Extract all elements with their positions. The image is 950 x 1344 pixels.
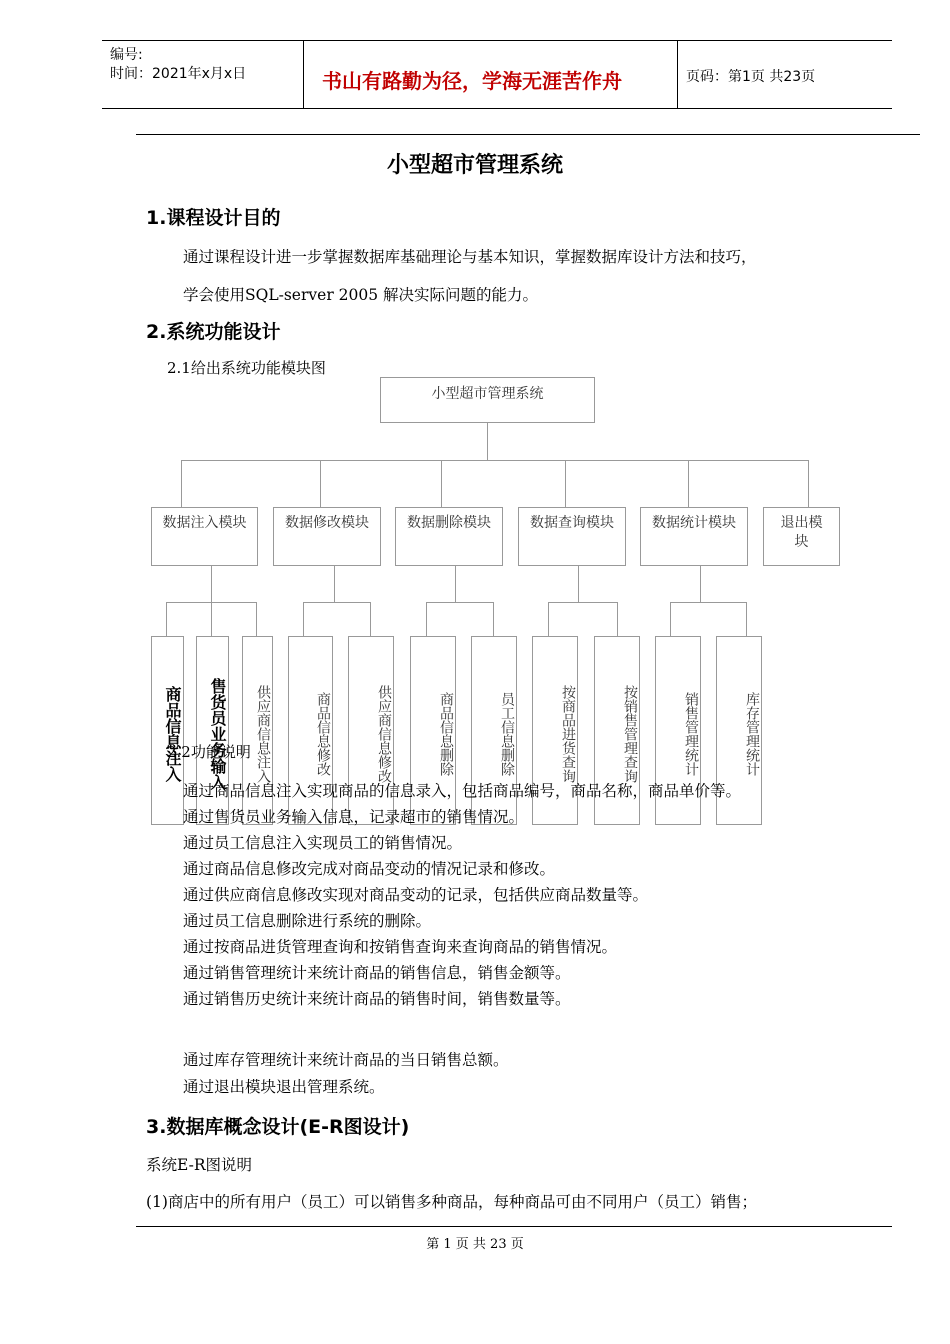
connector [578, 566, 579, 602]
connector [700, 566, 701, 602]
connector [670, 602, 747, 603]
connector [565, 460, 566, 507]
section-2-sub-1: 2.1给出系统功能模块图 [167, 359, 326, 377]
connector [441, 460, 442, 507]
connector [426, 602, 427, 636]
connector [487, 423, 488, 460]
leaf-box: 按销售管理查询 [594, 636, 640, 825]
connector [256, 602, 257, 636]
function-line: 通过按商品进货管理查询和按销售查询来查询商品的销售情况。 [183, 938, 618, 956]
module-box: 数据删除模块 [395, 507, 503, 566]
module-box: 退出模块 [763, 507, 840, 566]
connector [688, 460, 689, 507]
section-1-para-2: 学会使用SQL-server 2005 解决实际问题的能力。 [183, 286, 539, 304]
function-line: 通过退出模块退出管理系统。 [183, 1078, 385, 1096]
section-1-para-1: 通过课程设计进一步掌握数据库基础理论与基本知识，掌握数据库设计方法和技巧， [183, 248, 757, 266]
section-3-sub: 系统E-R图说明 [146, 1156, 253, 1174]
leaf-box: 售货员业务输入 [196, 636, 229, 825]
section-2-heading: 2.系统功能设计 [146, 321, 281, 343]
connector [303, 602, 304, 636]
header-divider-1 [303, 40, 304, 108]
function-line: 通过商品信息注入实现商品的信息录入，包括商品编号，商品名称，商品单价等。 [183, 782, 742, 800]
connector [617, 602, 618, 636]
header-time-label: 时间：2021年x月x日 [110, 66, 247, 82]
footer-rule [136, 1226, 892, 1227]
connector [370, 602, 371, 636]
header-page-info: 页码：第1页 共23页 [686, 69, 816, 85]
connector [303, 602, 371, 603]
function-line: 通过销售管理统计来统计商品的销售信息，销售金额等。 [183, 964, 571, 982]
connector [808, 460, 809, 507]
function-line: 通过销售历史统计来统计商品的销售时间，销售数量等。 [183, 990, 571, 1008]
diagram-root-box: 小型超市管理系统 [380, 377, 595, 423]
header-divider-2 [677, 40, 678, 108]
function-line: 通过库存管理统计来统计商品的当日销售总额。 [183, 1051, 509, 1069]
connector [493, 602, 494, 636]
module-box: 数据统计模块 [640, 507, 748, 566]
leaf-box: 销售管理统计 [655, 636, 701, 825]
header-bottom-rule [102, 108, 892, 109]
connector [181, 460, 809, 461]
leaf-box: 员工信息删除 [471, 636, 517, 825]
header-top-rule [102, 40, 892, 41]
leaf-box: 库存管理统计 [716, 636, 762, 825]
connector [166, 602, 167, 636]
connector [548, 602, 618, 603]
section-3-line-1: (1)商店中的所有用户（员工）可以销售多种商品，每种商品可由不同用户（员工）销售； [146, 1193, 757, 1211]
doc-title: 小型超市管理系统 [386, 153, 563, 178]
connector [181, 460, 182, 507]
connector [166, 602, 257, 603]
section-2-sub-2: 2.2功能说明 [167, 743, 251, 761]
connector [426, 602, 494, 603]
connector [746, 602, 747, 636]
connector [334, 566, 335, 602]
function-line: 通过商品信息修改完成对商品变动的情况记录和修改。 [183, 860, 556, 878]
connector [320, 460, 321, 507]
function-line: 通过售货员业务输入信息，记录超市的销售情况。 [183, 808, 525, 826]
function-line: 通过供应商信息修改实现对商品变动的记录，包括供应商品数量等。 [183, 886, 649, 904]
connector [548, 602, 549, 636]
connector [455, 566, 456, 602]
leaf-box: 商品信息注入 [151, 636, 184, 825]
leaf-box: 商品信息删除 [410, 636, 456, 825]
leaf-box: 按商品进货查询 [532, 636, 578, 825]
section-3-heading: 3.数据库概念设计(E-R图设计) [146, 1116, 410, 1138]
leaf-box: 商品信息修改 [288, 636, 333, 825]
content-top-rule [136, 134, 920, 135]
leaf-box: 供应商信息修改 [348, 636, 394, 825]
module-box: 数据注入模块 [151, 507, 258, 566]
page-footer: 第 1 页 共 23 页 [426, 1237, 524, 1252]
module-box: 数据修改模块 [273, 507, 381, 566]
function-line: 通过员工信息删除进行系统的删除。 [183, 912, 432, 930]
header-motto: 书山有路勤为径，学海无涯苦作舟 [322, 69, 622, 93]
connector [670, 602, 671, 636]
leaf-box: 供应商信息注入 [242, 636, 273, 825]
header-number-label: 编号: [110, 47, 143, 63]
connector [211, 566, 212, 636]
module-box: 数据查询模块 [518, 507, 626, 566]
section-1-heading: 1.课程设计目的 [146, 207, 281, 229]
function-line: 通过员工信息注入实现员工的销售情况。 [183, 834, 463, 852]
